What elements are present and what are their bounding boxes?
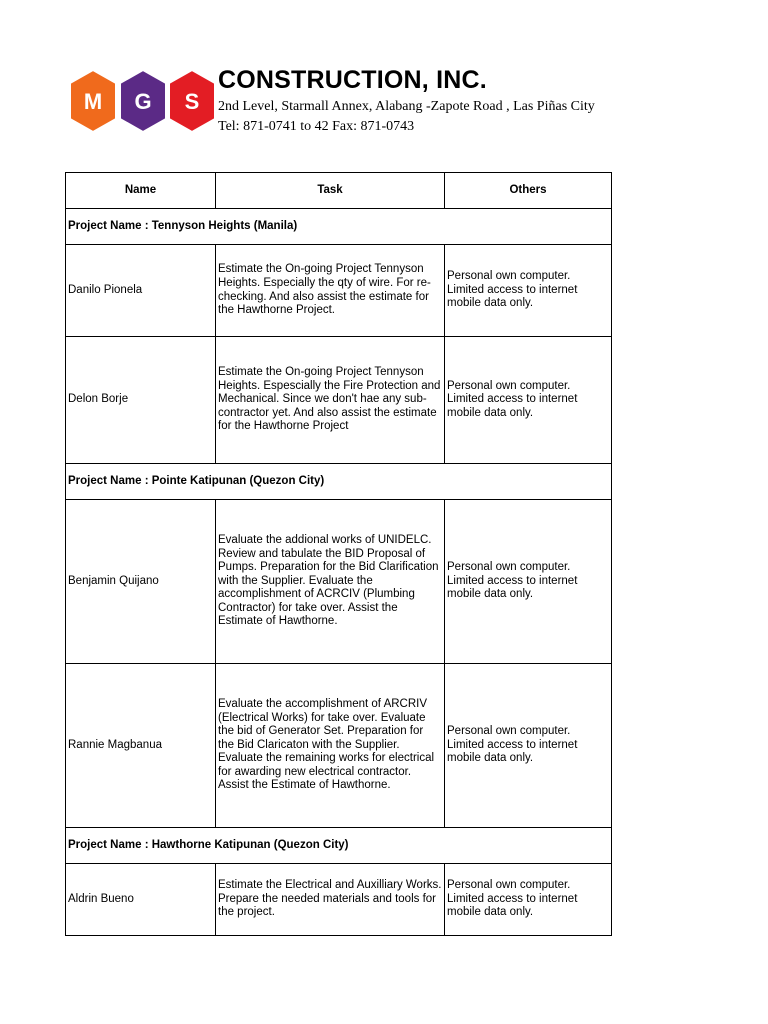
project-row — [66, 828, 612, 864]
logo-letter-s: S — [184, 89, 200, 114]
employee-others: Personal own computer. Limited access to internet mobile data only. — [445, 337, 612, 464]
logo-hexagon-g — [120, 70, 166, 132]
employee-task: Evaluate the addional works of UNIDELC. Review and tabulate the BID Proposal of Pumps. Preparation for the Bid Clarification with the Supplier. Evaluate the accomplishment of ACRCIV (Plumbing Contractor) for take over. Assist the Estimate of Hawthorne. — [216, 500, 445, 664]
company-address: 2nd Level, Starmall Annex, Alabang -Zapote Road , Las Piñas City — [218, 99, 595, 114]
table-row — [66, 337, 612, 464]
header-others: Others — [445, 173, 612, 209]
project-name: Project Name : Hawthorne Katipunan (Quezon City) — [66, 828, 612, 864]
project-row — [66, 464, 612, 500]
table-row — [66, 664, 612, 828]
project-name: Project Name : Tennyson Heights (Manila) — [66, 209, 612, 245]
employee-task: Evaluate the accomplishment of ARCRIV (Electrical Works) for take over. Evaluate the bid of Generator Set. Preparation for the Bid Claricaton with the Supplier. Evaluate the remaining works for electrical for awarding new electrical contractor. Assist the Estimate of Hawthorne. — [216, 664, 445, 828]
company-name: CONSTRUCTION, INC. — [218, 66, 487, 94]
employee-name: Benjamin Quijano — [66, 500, 216, 664]
employee-name: Rannie Magbanua — [66, 664, 216, 828]
logo-hexagon-m — [70, 70, 116, 132]
task-table — [65, 172, 612, 936]
header-task: Task — [216, 173, 445, 209]
employee-task: Estimate the On-going Project Tennyson Heights. Especially the qty of wire. For re-checking. And also assist the estimate for the Hawthorne Project. — [216, 245, 445, 337]
company-phone: Tel: 871-0741 to 42 Fax: 871-0743 — [218, 119, 415, 134]
employee-task: Estimate the Electrical and Auxilliary Works. Prepare the needed materials and tools for the project. — [216, 864, 445, 936]
project-name: Project Name : Pointe Katipunan (Quezon City) — [66, 464, 612, 500]
employee-task: Estimate the On-going Project Tennyson Heights. Espescially the Fire Protection and Mechanical. Since we don't hae any sub-contractor yet. And also assist the estimate for the Hawthorne Project — [216, 337, 445, 464]
employee-name: Delon Borje — [66, 337, 216, 464]
employee-others: Personal own computer. Limited access to internet mobile data only. — [445, 500, 612, 664]
logo-letter-m: M — [83, 89, 103, 114]
project-row — [66, 209, 612, 245]
logo-hexagon-s — [169, 70, 215, 132]
header-name: Name — [66, 173, 216, 209]
table-row — [66, 864, 612, 936]
employee-name: Danilo Pionela — [66, 245, 216, 337]
company-logo — [66, 68, 218, 134]
employee-others: Personal own computer. Limited access to internet mobile data only. — [445, 245, 612, 337]
table-header-row — [66, 173, 612, 209]
table-row — [66, 245, 612, 337]
employee-others: Personal own computer. Limited access to internet mobile data only. — [445, 864, 612, 936]
employee-name: Aldrin Bueno — [66, 864, 216, 936]
logo-letter-g: G — [134, 89, 152, 114]
employee-others: Personal own computer. Limited access to internet mobile data only. — [445, 664, 612, 828]
table-row — [66, 500, 612, 664]
